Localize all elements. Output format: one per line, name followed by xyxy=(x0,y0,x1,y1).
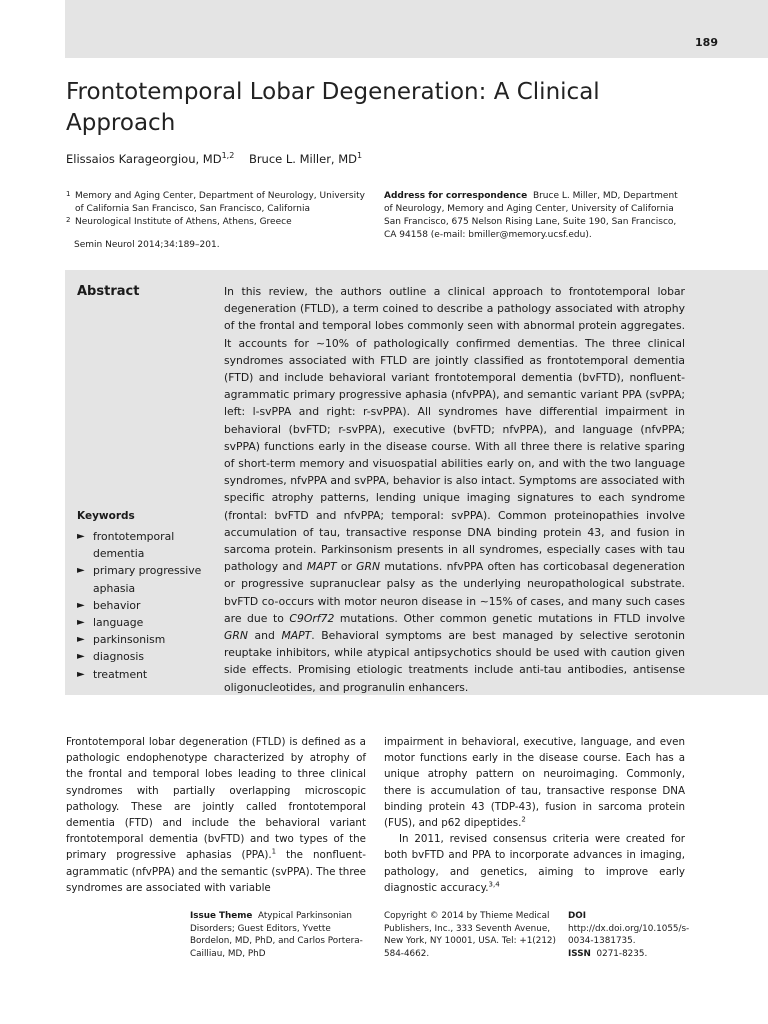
author-affil-sup: 1 xyxy=(357,151,363,160)
abstract-text xyxy=(224,283,685,696)
keyword-text: treatment xyxy=(93,667,148,681)
keywords-list xyxy=(77,528,217,683)
affiliation-text: Neurological Institute of Athens, Athens, Greece xyxy=(75,217,292,227)
issue-theme-label: Issue Theme xyxy=(190,911,253,921)
affiliation xyxy=(66,190,371,216)
abstract-part: . Behavioral symptoms are best managed by selective serotonin reuptake inhibitors, while atypical antipsychotics should be used with caution given side effects. Promising etiologic treatments include anti-tau antibodies, antisense oligonucleotides, and progranulin enhancers. xyxy=(224,629,685,694)
doi-label: DOI xyxy=(568,911,587,921)
header-bar xyxy=(65,0,768,58)
keyword-item xyxy=(77,648,217,665)
body-paragraph xyxy=(384,831,685,896)
body-column-left xyxy=(66,734,366,896)
arrow-icon: ► xyxy=(77,531,85,542)
body-text: Frontotemporal lobar degeneration (FTLD) is defined as a pathologic endophenotype characterized by atrophy of the frontal and temporal lobes leading to three clinical syndromes with partially overlapping microscopic pathology. These are jointly called frontotemporal dementia (FTD) and include the behavioral variant frontotemporal dementia (bvFTD) and two types of the primary progressive aphasias (PPA). xyxy=(66,736,366,862)
doi-link[interactable]: http://dx.doi.org/10.1055/s-0034-1381735. xyxy=(568,923,690,947)
author-name: Elissaios Karageorgiou, MD xyxy=(66,151,222,166)
article-title: Frontotemporal Lobar Degeneration: A Clinical Approach xyxy=(66,79,600,136)
keyword-text: parkinsonism xyxy=(93,633,166,647)
abstract-heading: Abstract xyxy=(77,284,140,299)
keyword-text: frontotemporal dementia xyxy=(93,530,175,561)
arrow-icon: ► xyxy=(77,617,85,629)
abstract-part: In this review, the authors outline a clinical approach to frontotemporal lobar degeneration (FTLD), a term coined to describe a pathology associated with atrophy of the frontal and temporal lobes commonly seen with abnormal protein aggregates. It accounts for ∼10% of pathologically confirmed dementias. The three clinical syndromes associated with FTLD are jointly classified as frontotemporal dementia (FTD) and include behavioral variant frontotemporal dementia (bvFTD), nonfluent-agrammatic primary progressive aphasia (nfvPPA), and semantic variant PPA (svPPA; left: l-svPPA and right: r-svPPA). All syndromes have differential impairment in behavioral (bvFTD; r-svPPA), executive (bvFTD; nfvPPA), and language (nfvPPA; svPPA) functions early in the disease course. With all three there is relative sparing of short-term memory and visuospatial abilities early on, and with the two language syndromes, nfvPPA and svPPA, behavior is also intact. Symptoms are associated with specific atrophy patterns, lending unique imaging signatures to each syndrome (frontal: bvFTD and nfvPPA; temporal: svPPA). Common proteinopathies involve accumulation of tau, transactive response DNA binding protein 43, and fusion in sarcoma protein. Parkinsonism presents in all syndromes, especially cases with tau pathology and xyxy=(224,285,685,574)
keyword-text: behavior xyxy=(93,598,141,612)
gene-name: MAPT xyxy=(306,560,337,574)
gene-name: MAPT xyxy=(281,629,312,643)
doi-issn xyxy=(568,910,698,960)
abstract-part: mutations. Other common genetic mutations in FTLD involve xyxy=(334,611,685,625)
keyword-item xyxy=(77,597,217,614)
body-text: the nonfluent-agrammatic (nfvPPA) and the semantic (svPPA). The three syndromes are associated with variable xyxy=(66,849,366,894)
citation-sup: 3,4 xyxy=(488,880,500,889)
gene-name: C9Orf72 xyxy=(289,611,335,625)
keyword-text: diagnosis xyxy=(93,650,145,664)
copyright-notice: Copyright © 2014 by Thieme Medical Publishers, Inc., 333 Seventh Avenue, New York, NY 10001, USA. Tel: +1(212) 584-4662. xyxy=(384,911,556,959)
arrow-icon: ► xyxy=(77,668,85,680)
issue-theme-text: Atypical Parkinsonian Disorders; Guest Editors, Yvette Bordelon, MD, PhD, and Carlos Portera-Cailliau, MD, PhD xyxy=(190,911,363,959)
citation-sup: 1 xyxy=(271,848,277,856)
keyword-text: language xyxy=(93,616,144,630)
correspondence-label: Address for correspondence xyxy=(384,191,528,201)
correspondence-address xyxy=(384,190,689,242)
keyword-item xyxy=(77,631,217,648)
keyword-text: primary progressive aphasia xyxy=(93,564,202,595)
keyword-item xyxy=(77,614,217,631)
affiliation-text: Memory and Aging Center, Department of Neurology, University of California San Francisco, San Francisco, California xyxy=(75,191,365,214)
issue-theme xyxy=(190,910,373,960)
page-number: 189 xyxy=(695,36,718,49)
abstract-part: or xyxy=(336,560,357,574)
keyword-item xyxy=(77,528,217,562)
issn-value: 0271-8235. xyxy=(596,948,648,959)
body-column-right xyxy=(384,734,685,896)
affiliation xyxy=(66,216,371,229)
affiliation-number: 2 xyxy=(66,216,71,224)
abstract-part: mutations. nfvPPA often has corticobasal degeneration or progressive supranuclear palsy as the underlying neuropathological substrate. bvFTD co-occurs with motor neuron disease in ∼15% of cases, and many such cases are due to xyxy=(224,560,685,625)
author-affil-sup: 1,2 xyxy=(221,151,235,160)
affiliations xyxy=(66,190,371,229)
body-text: In 2011, revised consensus criteria were created for both bvFTD and PPA to incorporate advances in imaging, pathology, and genetics, aiming to improve early diagnostic accuracy. xyxy=(384,833,685,894)
affiliation-number: 1 xyxy=(66,190,71,198)
body-text: impairment in behavioral, executive, language, and even motor functions early in the disease course. Each has a unique atrophy pattern on neuroimaging. Commonly, there is accumulation of tau, transactive response DNA binding protein 43 (TDP-43), fusion in sarcoma protein (FUS), and p62 dipeptides. xyxy=(384,736,685,830)
correspondence-text: Bruce L. Miller, MD, Department of Neurology, Memory and Aging Center, University of California San Francisco, 675 Nelson Rising Lane, Suite 190, San Francisco, CA 94158 (e-mail: bmiller@memory.ucsf.edu). xyxy=(384,191,678,240)
gene-name: GRN xyxy=(356,560,381,574)
gene-name: GRN xyxy=(224,629,248,643)
arrow-icon: ► xyxy=(77,599,85,611)
citation-sup: 2 xyxy=(521,815,526,824)
issn-label: ISSN xyxy=(568,948,591,959)
keywords-heading: Keywords xyxy=(77,510,135,522)
keyword-item xyxy=(77,562,217,596)
abstract-part: and xyxy=(247,629,282,643)
arrow-icon: ► xyxy=(77,565,85,577)
arrow-icon: ► xyxy=(77,651,85,663)
keyword-item xyxy=(77,666,217,683)
arrow-icon: ► xyxy=(77,634,85,646)
journal-citation: Semin Neurol 2014;34:189–201. xyxy=(74,240,220,250)
body-paragraph xyxy=(384,734,685,831)
author-name: Bruce L. Miller, MD xyxy=(248,151,358,166)
author-list xyxy=(66,151,362,166)
